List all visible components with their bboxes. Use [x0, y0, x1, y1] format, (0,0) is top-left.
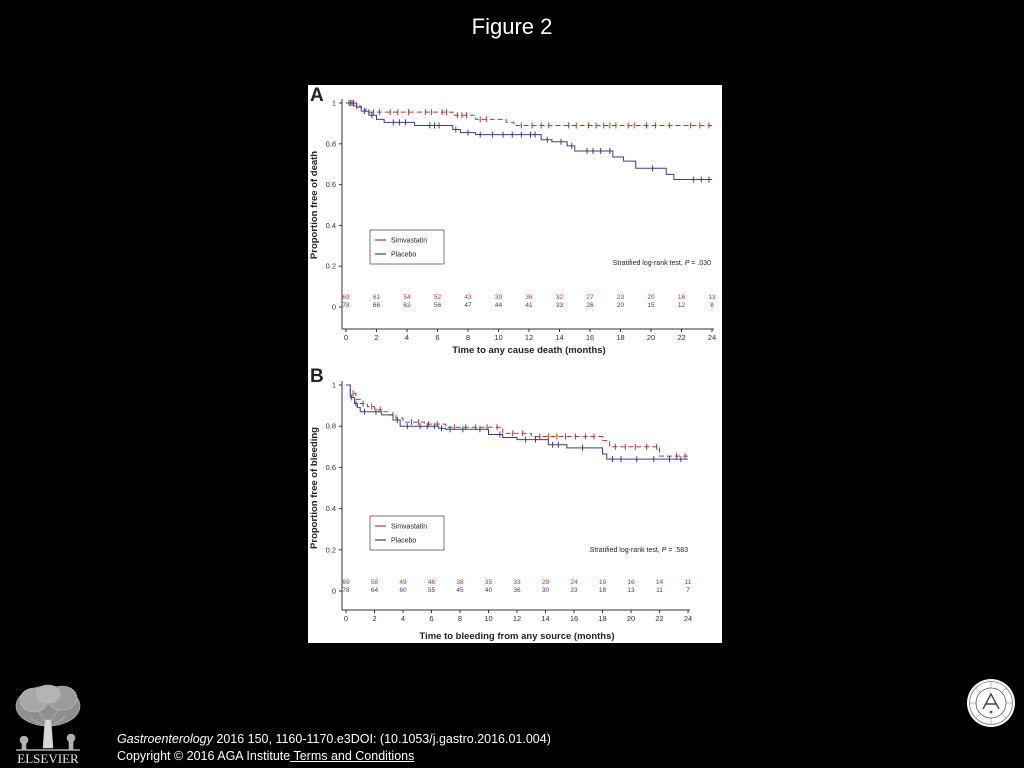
panel-label: B: [310, 366, 324, 387]
annotation-p: P: [684, 260, 690, 267]
at-risk-count: 19: [598, 579, 607, 586]
at-risk-count: 66: [372, 302, 381, 309]
citation-block: [117, 731, 551, 765]
at-risk-count: 13: [627, 587, 635, 594]
at-risk-count: 46: [427, 579, 436, 586]
journal-name: Gastroenterology: [117, 732, 213, 746]
y-tick-label: 0: [331, 586, 336, 596]
log-rank-annotation: [613, 260, 711, 267]
aga-seal-logo[interactable]: [966, 678, 1016, 728]
at-risk-count: 61: [372, 294, 381, 301]
x-tick-label: 2: [372, 614, 377, 623]
annotation-suffix: = .583: [666, 547, 688, 554]
x-tick-label: 10: [484, 614, 493, 623]
at-risk-count: 26: [586, 302, 594, 309]
at-risk-count: 8: [710, 302, 714, 309]
x-tick-label: 24: [707, 333, 717, 342]
annotation-suffix: = .030: [689, 260, 711, 267]
y-axis-label: Proportion free of bleeding: [309, 427, 320, 549]
x-tick-label: 18: [598, 614, 607, 623]
annotation-p: P: [661, 547, 667, 554]
x-tick-label: 4: [400, 614, 406, 623]
x-tick-label: 6: [435, 333, 440, 342]
legend-label: Placebo: [391, 251, 417, 259]
x-tick-label: 16: [585, 333, 595, 342]
at-risk-count: 20: [616, 302, 625, 309]
x-tick-label: 12: [512, 614, 522, 623]
kaplan-meier-figure: [308, 85, 722, 643]
at-risk-count: 16: [627, 579, 635, 586]
at-risk-count: 47: [464, 302, 472, 309]
x-tick-label: 22: [655, 614, 664, 623]
legend-label: Placebo: [391, 537, 417, 545]
citation-reference-line: [117, 731, 551, 748]
at-risk-count: 41: [525, 302, 533, 309]
at-risk-count: 52: [433, 294, 442, 301]
y-tick-label: 0.2: [325, 261, 336, 271]
at-risk-count: 40: [484, 587, 493, 594]
at-risk-count: 35: [484, 579, 493, 586]
at-risk-count: 23: [570, 587, 578, 594]
y-tick-label: 1: [331, 380, 336, 390]
at-risk-count: 38: [456, 579, 464, 586]
panel-label: A: [310, 85, 324, 106]
at-risk-count: 11: [684, 579, 692, 586]
citation-reference: 2016 150, 1160-1170.e3DOI: (10.1053/j.gastro.2016.01.004): [212, 732, 551, 746]
at-risk-count: 39: [494, 294, 503, 301]
x-tick-label: 6: [429, 614, 434, 623]
x-tick-label: 8: [457, 614, 463, 623]
at-risk-count: 30: [541, 587, 550, 594]
at-risk-count: 64: [370, 587, 379, 594]
legend-label: Simvastatin: [391, 237, 428, 245]
x-axis-label: Time to bleeding from any source (months): [419, 631, 615, 642]
at-risk-count: 58: [370, 579, 379, 586]
km-panel-A: [309, 85, 716, 356]
at-risk-count: 60: [399, 587, 407, 594]
km-panel-B: [309, 366, 692, 642]
x-tick-label: 18: [616, 333, 625, 342]
km-curve-placebo: [346, 103, 712, 180]
copyright-line: [117, 748, 551, 765]
at-risk-count: 24: [570, 579, 578, 586]
at-risk-count: 14: [655, 579, 664, 586]
y-tick-label: 1: [331, 98, 336, 108]
at-risk-count: 62: [403, 302, 411, 309]
y-tick-label: 0: [331, 302, 336, 312]
at-risk-count: 27: [586, 294, 594, 301]
y-tick-label: 0.4: [325, 504, 336, 514]
slide-title: Figure 2: [471, 14, 553, 39]
legend-box: [370, 516, 444, 550]
copyright-text: Copyright © 2016 AGA Institute: [117, 749, 291, 763]
at-risk-count: 23: [616, 294, 625, 301]
x-tick-label: 0: [343, 614, 349, 623]
at-risk-count: 49: [399, 579, 407, 586]
at-risk-count: 55: [427, 587, 436, 594]
x-tick-label: 16: [569, 614, 579, 623]
at-risk-count: 15: [647, 302, 655, 309]
x-tick-label: 4: [404, 333, 410, 342]
terms-and-conditions-link[interactable]: Terms and Conditions: [290, 749, 415, 763]
x-tick-label: 22: [677, 333, 686, 342]
at-risk-count: 69: [342, 579, 350, 586]
y-tick-label: 0.8: [325, 139, 336, 149]
at-risk-count: 69: [342, 294, 350, 301]
x-tick-label: 24: [683, 614, 693, 623]
at-risk-count: 36: [513, 587, 521, 594]
at-risk-count: 44: [494, 302, 503, 309]
x-tick-label: 8: [465, 333, 471, 342]
at-risk-count: 78: [342, 587, 350, 594]
y-axis-label: Proportion free of death: [309, 150, 320, 260]
at-risk-count: 13: [708, 294, 716, 301]
at-risk-count: 33: [555, 302, 564, 309]
x-tick-label: 2: [374, 333, 379, 342]
x-tick-label: 14: [541, 614, 550, 623]
at-risk-count: 45: [456, 587, 464, 594]
at-risk-count: 12: [677, 302, 686, 309]
publisher-name: ELSEVIER: [17, 751, 79, 766]
y-tick-label: 0.6: [325, 462, 336, 472]
x-axis-label: Time to any cause death (months): [452, 345, 606, 356]
at-risk-count: 78: [342, 302, 350, 309]
x-tick-label: 0: [343, 333, 349, 342]
at-risk-count: 16: [677, 294, 686, 301]
at-risk-count: 18: [598, 587, 607, 594]
at-risk-count: 32: [555, 294, 564, 301]
x-tick-label: 12: [524, 333, 534, 342]
at-risk-count: 56: [433, 302, 442, 309]
legend-box: [370, 230, 444, 264]
at-risk-count: 11: [656, 587, 663, 594]
at-risk-count: 33: [513, 579, 521, 586]
legend-label: Simvastatin: [391, 523, 428, 531]
at-risk-count: 20: [647, 294, 655, 301]
at-risk-count: 54: [403, 294, 411, 301]
y-tick-label: 0.8: [325, 421, 336, 431]
at-risk-count: 43: [464, 294, 472, 301]
x-tick-label: 20: [626, 614, 636, 623]
x-tick-label: 10: [494, 333, 503, 342]
at-risk-count: 29: [541, 579, 550, 586]
at-risk-count: 36: [525, 294, 533, 301]
y-tick-label: 0.2: [325, 545, 336, 555]
log-rank-annotation: [590, 547, 688, 554]
elsevier-tree-logo[interactable]: [8, 680, 88, 766]
x-tick-label: 14: [555, 333, 564, 342]
at-risk-count: 7: [686, 587, 690, 594]
annotation-prefix: Stratified log-rank test,: [612, 260, 685, 267]
y-tick-label: 0.4: [325, 220, 336, 230]
x-tick-label: 20: [646, 333, 656, 342]
figure-panel: [308, 85, 722, 643]
y-tick-label: 0.6: [325, 180, 336, 190]
annotation-prefix: Stratified log-rank test,: [589, 547, 662, 554]
